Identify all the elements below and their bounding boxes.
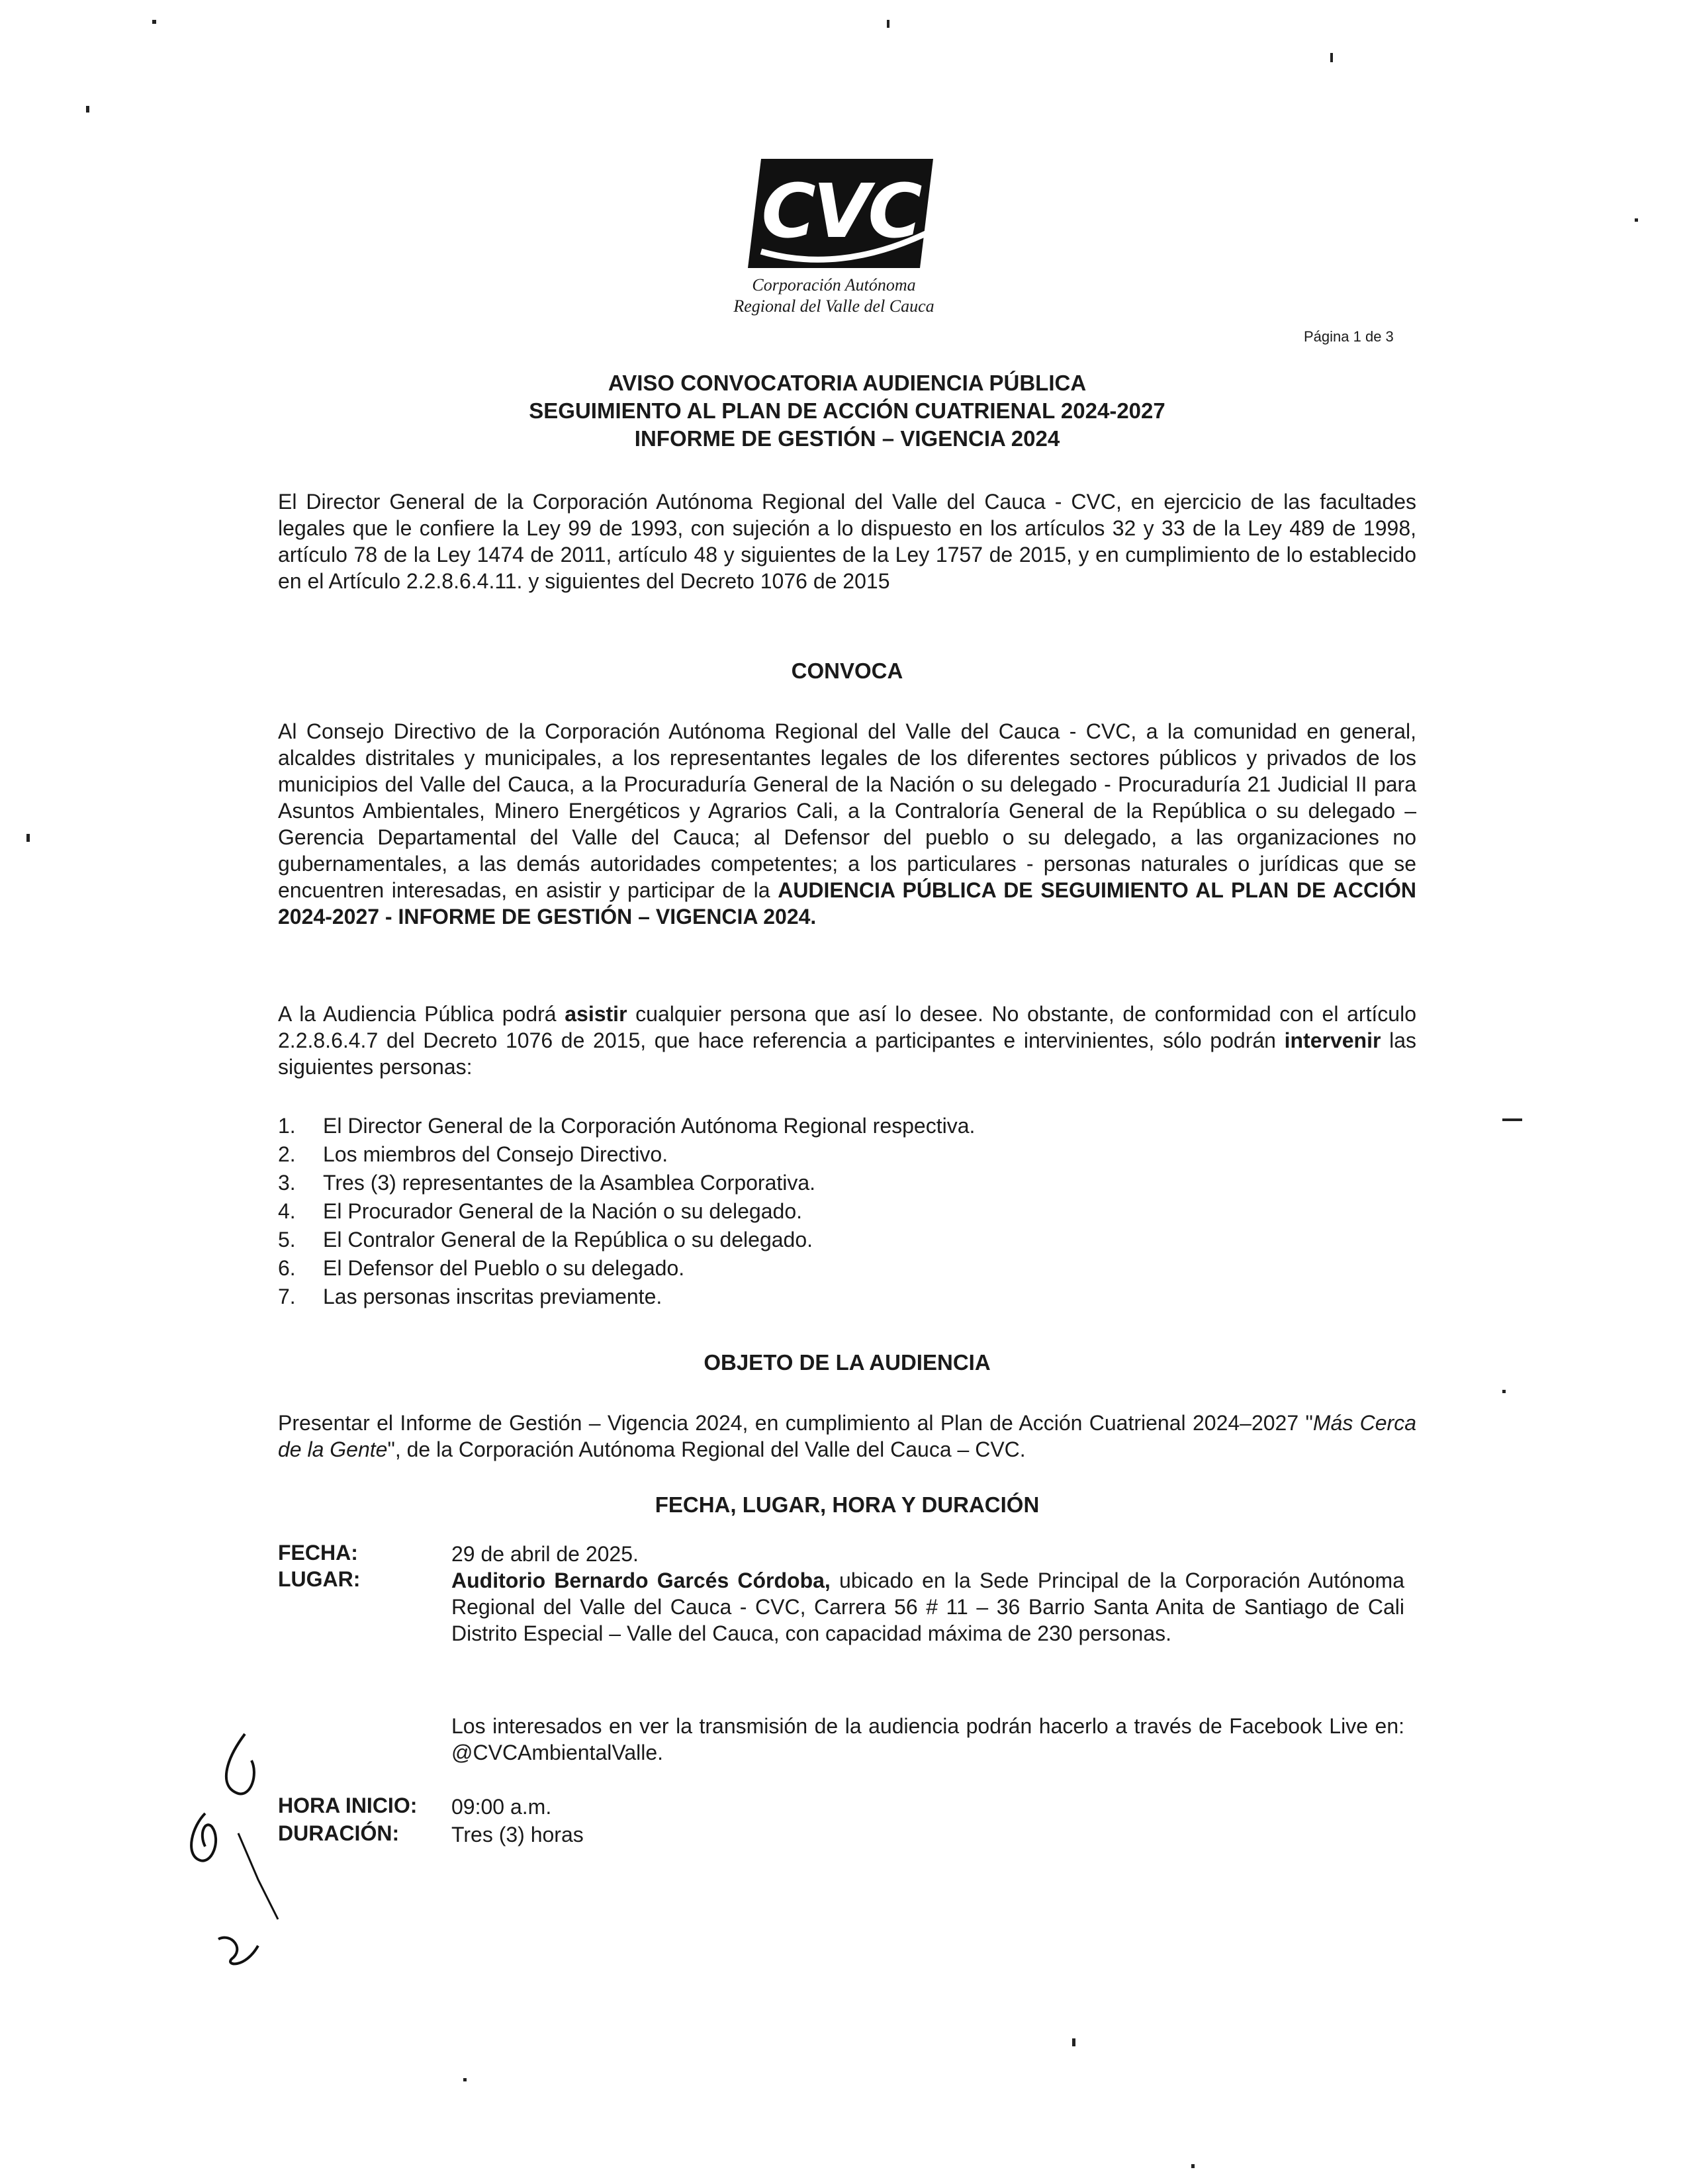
scan-speck	[26, 834, 30, 842]
list-item	[278, 1197, 975, 1226]
scan-speck	[1191, 2164, 1195, 2168]
participation-bold2: intervenir	[1284, 1028, 1381, 1052]
scan-speck	[463, 2078, 467, 2081]
list-item-number: 7.	[278, 1285, 296, 1308]
scan-speck	[86, 106, 89, 113]
details-heading: FECHA, LUGAR, HORA Y DURACIÓN	[655, 1492, 1040, 1517]
list-item-text: El Procurador General de la Nación o su delegado.	[323, 1199, 802, 1223]
objeto-paragraph	[278, 1410, 1416, 1463]
svg-text:CVC: CVC	[761, 169, 920, 255]
list-item-number: 2.	[278, 1142, 296, 1166]
document-title	[331, 369, 1363, 453]
scan-speck	[1072, 2038, 1075, 2046]
list-item	[278, 1140, 975, 1169]
logo-caption-line2: Regional del Valle del Cauca	[733, 296, 934, 316]
list-item-number: 6.	[278, 1256, 296, 1280]
cvc-logo	[702, 152, 979, 317]
list-item-text: El Director General de la Corporación Autónoma Regional respectiva.	[323, 1114, 976, 1138]
scan-speck	[1502, 1118, 1522, 1121]
list-item-number: 3.	[278, 1171, 296, 1195]
objeto-part1: Presentar el Informe de Gestión – Vigencia 2024, en cumplimiento al Plan de Acción Cuatrienal 2024–2027 "	[278, 1411, 1313, 1435]
lugar-text: ubicado en la Sede Principal de la Corporación Autónoma Regional del Valle del Cauca - CVC, Carrera 56 # 11 – 36 Barrio Santa Anita de Santiago de Cali Distrito Especial – Valle del Cauca, con capacidad máxima de 230 personas.	[451, 1569, 1404, 1645]
participation-part1: A la Audiencia Pública podrá	[278, 1002, 565, 1026]
list-item-text: Los miembros del Consejo Directivo.	[323, 1142, 668, 1166]
convoca-heading: CONVOCA	[791, 659, 903, 683]
objeto-heading: OBJETO DE LA AUDIENCIA	[704, 1350, 991, 1375]
list-item	[278, 1226, 975, 1254]
list-item	[278, 1254, 975, 1283]
participation-paragraph	[278, 1001, 1416, 1080]
lugar-value	[451, 1567, 1404, 1647]
lugar-bold: Auditorio Bernardo Garcés Córdoba,	[451, 1569, 831, 1592]
scan-speck	[887, 20, 889, 28]
list-item-text: El Contralor General de la República o su delegado.	[323, 1228, 813, 1251]
objeto-part2: ", de la Corporación Autónoma Regional del Valle del Cauca – CVC.	[387, 1437, 1026, 1461]
cvc-logo-icon	[741, 152, 940, 275]
list-item-number: 5.	[278, 1228, 296, 1251]
hora-label: HORA INICIO:	[278, 1794, 418, 1817]
participation-part3: las siguientes personas:	[278, 1028, 1417, 1079]
list-item-text: El Defensor del Pueblo o su delegado.	[323, 1256, 685, 1280]
page-indicator: Página 1 de 3	[1304, 328, 1394, 345]
convoca-bold-text: AUDIENCIA PÚBLICA DE SEGUIMIENTO AL PLAN DE ACCIÓN 2024-2027 - INFORME DE GESTIÓN – VIGENCIA 2024.	[278, 878, 1417, 929]
list-item	[278, 1112, 975, 1140]
title-line-3: INFORME DE GESTIÓN – VIGENCIA 2024	[634, 426, 1060, 451]
scan-speck	[1635, 218, 1638, 222]
handwritten-initials	[159, 1721, 318, 1985]
participants-list	[278, 1112, 975, 1311]
logo-caption-line1: Corporación Autónoma	[752, 275, 916, 295]
fecha-label: FECHA:	[278, 1541, 358, 1565]
scan-speck	[1502, 1390, 1506, 1393]
lugar-label: LUGAR:	[278, 1567, 361, 1591]
list-item-number: 1.	[278, 1114, 296, 1138]
duracion-value: Tres (3) horas	[451, 1823, 584, 1846]
list-item-text: Tres (3) representantes de la Asamblea Corporativa.	[323, 1171, 816, 1195]
participation-bold1: asistir	[565, 1002, 627, 1026]
scan-speck	[152, 20, 156, 24]
stream-text: Los interesados en ver la transmisión de la audiencia podrán hacerlo a través de Facebook Live en: @CVCAmbientalValle.	[451, 1714, 1404, 1764]
title-line-2: SEGUIMIENTO AL PLAN DE ACCIÓN CUATRIENAL 2024-2027	[529, 398, 1165, 423]
objeto-italic: Más Cerca de la Gente	[278, 1411, 1417, 1461]
fecha-value: 29 de abril de 2025.	[451, 1542, 639, 1566]
list-item-number: 4.	[278, 1199, 296, 1223]
intro-paragraph: El Director General de la Corporación Autónoma Regional del Valle del Cauca - CVC, en ejercicio de las facultades legales que le confiere la Ley 99 de 1993, con sujeción a lo dispuesto en los artículos 32 y 33 de la Ley 489 de 1998, artículo 78 de la Ley 1474 de 2011, artículo 48 y siguientes de la Ley 1757 de 2015, y en cumplimiento de lo establecido en el Artículo 2.2.8.6.4.11. y siguientes del Decreto 1076 de 2015	[278, 490, 1416, 593]
convoca-text: Al Consejo Directivo de la Corporación Autónoma Regional del Valle del Cauca - CVC, a la comunidad en general, alcaldes distritales y municipales, a los representantes legales de los diferentes sectores públicos y privados de los municipios del Valle del Cauca, a la Procuraduría General de la Nación o su delegado - Procuraduría 21 Judicial II para Asuntos Ambientales, Minero Energéticos y Agrarios Cali, a la Contraloría General de la República o su delegado – Gerencia Departamental del Valle del Cauca; al Defensor del pueblo o su delegado, a las organizaciones no gubernamentales, a las demás autoridades competentes; a los particulares - personas naturales o jurídicas que se encuentren interesadas, en asistir y participar de la	[278, 719, 1416, 902]
duracion-label: DURACIÓN:	[278, 1821, 400, 1845]
list-item-text: Las personas inscritas previamente.	[323, 1285, 662, 1308]
list-item	[278, 1169, 975, 1197]
list-item	[278, 1283, 975, 1311]
hora-value: 09:00 a.m.	[451, 1795, 552, 1819]
convoca-paragraph	[278, 718, 1416, 930]
title-line-1: AVISO CONVOCATORIA AUDIENCIA PÚBLICA	[608, 371, 1087, 395]
participation-part2: cualquier persona que así lo desee. No obstante, de conformidad con el artículo 2.2.8.6.4.7 del Decreto 1076 de 2015, que hace referencia a participantes e intervinientes, sólo podrán	[278, 1002, 1417, 1052]
scan-speck	[1330, 53, 1333, 62]
